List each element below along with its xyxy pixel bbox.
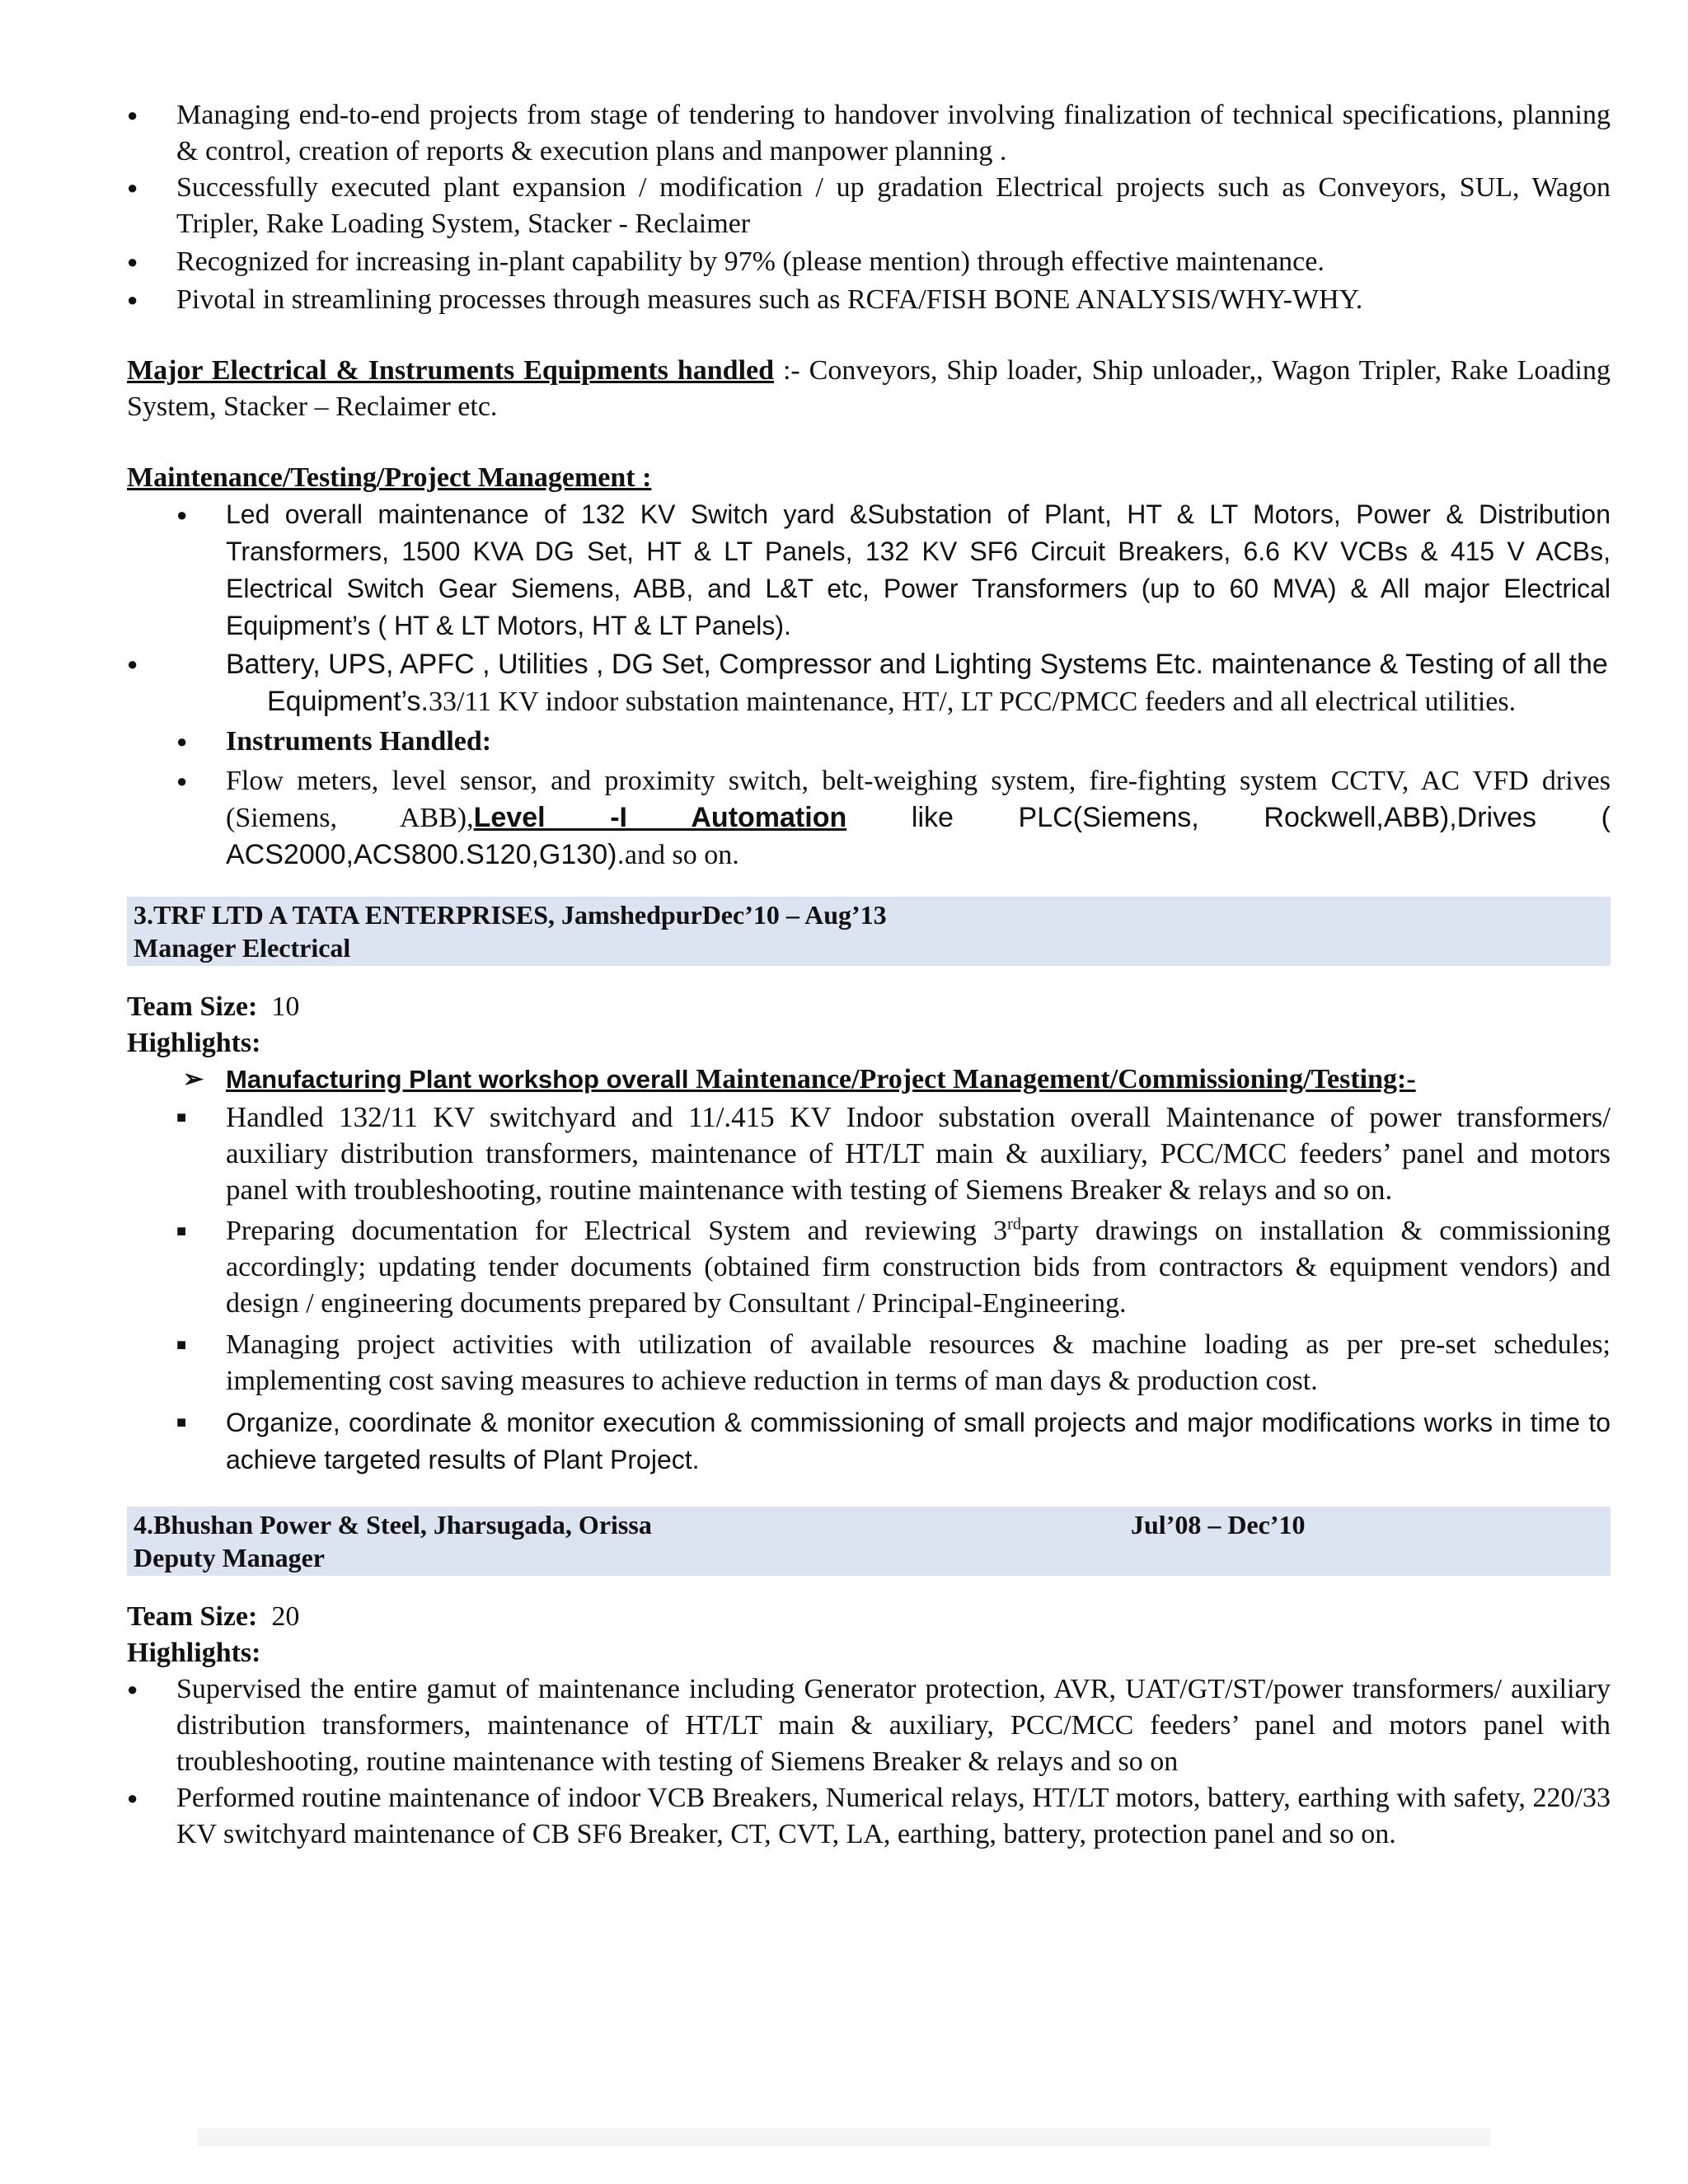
footer-bar <box>198 2128 1490 2146</box>
list-item: ■ Preparing documentation for Electrical System and reviewing 3rdparty drawings on installation & commissioning accordingly; updating tender documents (obtained firm construction bids from contractors & equipment vendors) and design / engineering documents prepared by Consultant / Principal-Engineering. <box>127 1213 1611 1322</box>
list-item: ■ Handled 132/11 KV switchyard and 11/.415 KV Indoor substation overall Maintenance of power transformers/ auxiliary distribution transformers, maintenance of HT/LT main & auxiliary, PCC/MCC feeders’ panel and motors panel with troubleshooting, routine maintenance with testing of Siemens Breaker & relays and so on. <box>127 1099 1611 1208</box>
list-item: ● Recognized for increasing in-plant capability by 97% (please mention) through effective maintenance. <box>127 244 1611 280</box>
substation-text: 33/11 KV indoor substation maintenance, HT/, LT PCC/PMCC feeders and all electrical utilities. <box>428 687 1517 717</box>
list-item: ● Successfully executed plant expansion / modification / up gradation Electrical projects such as Conveyors, SUL, Wagon Tripler, Rake Loading System, Stacker - Reclaimer <box>127 170 1611 242</box>
equipment-text: Equipment’s. <box>267 686 429 717</box>
major-equipment-heading: Major Electrical & Instruments Equipments handled <box>127 355 775 386</box>
plc-text: like PLC(Siemens, Rockwell,ABB),Drives ( ACS2000,ACS800.S120,G130). <box>226 802 1611 870</box>
major-equipment-text: :- Conveyors, Ship loader, Ship unloader,, Wagon Tripler, Rake Loading System, Stacker – Reclaimer etc. <box>127 355 1611 422</box>
list-item <box>127 763 1611 874</box>
automation-text: Level -I Automation <box>473 802 847 833</box>
list-item: ■ Managing project activities with utilization of available resources & machine loading as per pre-set schedules; implementing cost saving measures to achieve reduction in terms of man days & production cost. <box>127 1327 1611 1399</box>
job3-title: 3.TRF LTD A TATA ENTERPRISES, JamshedpurDec’10 – Aug’13 <box>134 900 887 930</box>
battery-text: Battery, UPS, APFC , Utilities , DG Set, Compressor and Lighting Systems Etc. maintenance & Testing of all the <box>226 649 1608 680</box>
list-item: ● Managing end-to-end projects from stage of tendering to handover involving finalization of technical specifications, planning & control, creation of reports & execution plans and manpower planning . <box>127 97 1611 170</box>
job4-team-size: Team Size: 20 <box>127 1601 300 1632</box>
job4-role: Deputy Manager <box>134 1543 325 1572</box>
job3-highlights-heading: Highlights: <box>127 1028 261 1058</box>
job3-team-size: Team Size: 10 <box>127 991 300 1022</box>
job4-title-row <box>134 1508 1604 1541</box>
maintenance-heading: Maintenance/Testing/Project Management : <box>127 462 652 493</box>
list-item <box>127 646 1611 683</box>
list-item-continuation <box>127 683 1611 720</box>
job4-dates: Jul’08 – Dec’10 <box>1131 1510 1306 1540</box>
major-equipment-paragraph <box>127 353 1611 425</box>
list-item: ● Performed routine maintenance of indoor VCB Breakers, Numerical relays, HT/LT motors, battery, earthing with safety, 220/33 KV switchyard maintenance of CB SF6 Breaker, CT, CVT, LA, earthing, battery, protection panel and so on. <box>127 1780 1611 1853</box>
job4-title: 4.Bhushan Power & Steel, Jharsugada, Orissa <box>134 1510 652 1540</box>
list-item: ● Pivotal in streamlining processes through measures such as RCFA/FISH BONE ANALYSIS/WHY-WHY. <box>127 282 1611 318</box>
job4-header-band <box>127 1507 1611 1576</box>
list-item: ● Supervised the entire gamut of maintenance including Generator protection, AVR, UAT/GT/ST/power transformers/ auxiliary distribution transformers, maintenance of HT/LT main & auxiliary, PCC/MCC feeders’ panel and motors panel with troubleshooting, routine maintenance with testing of Siemens Breaker & relays and so on <box>127 1671 1611 1780</box>
resume-page <box>127 97 1611 1853</box>
so-on-text: and so on. <box>624 840 739 870</box>
list-item: ● Led overall maintenance of 132 KV Switch yard &Substation of Plant, HT & LT Motors, Power & Distribution Transformers, 1500 KVA DG Set, HT & LT Panels, 132 KV SF6 Circuit Breakers, 6.6 KV VCBs & 415 V ACBs, Electrical Switch Gear Siemens, ABB, and L&T etc, Power Transformers (up to 60 MVA) & All major Electrical Equipment’s ( HT & LT Motors, HT & LT Panels). <box>127 496 1611 644</box>
list-item: ■ Organize, coordinate & monitor execution & commissioning of small projects and major modifications works in time to achieve targeted results of Plant Project. <box>127 1404 1611 1479</box>
job3-header-band <box>127 897 1611 966</box>
job3-role: Manager Electrical <box>134 933 351 963</box>
top-bullet-list <box>127 97 1611 318</box>
job4-highlights-heading: Highlights: <box>127 1638 261 1668</box>
instruments-text: Flow meters, level sensor, and proximity switch, belt-weighing system, fire-fighting system CCTV, AC VFD drives (Siemens, ABB), <box>226 766 1611 833</box>
instruments-heading: ● Instruments Handled: <box>127 724 1611 760</box>
job3-subheading: ➢ Manufacturing Plant workshop overall Maintenance/Project Management/Commissioning/Testing:- <box>127 1062 1611 1098</box>
